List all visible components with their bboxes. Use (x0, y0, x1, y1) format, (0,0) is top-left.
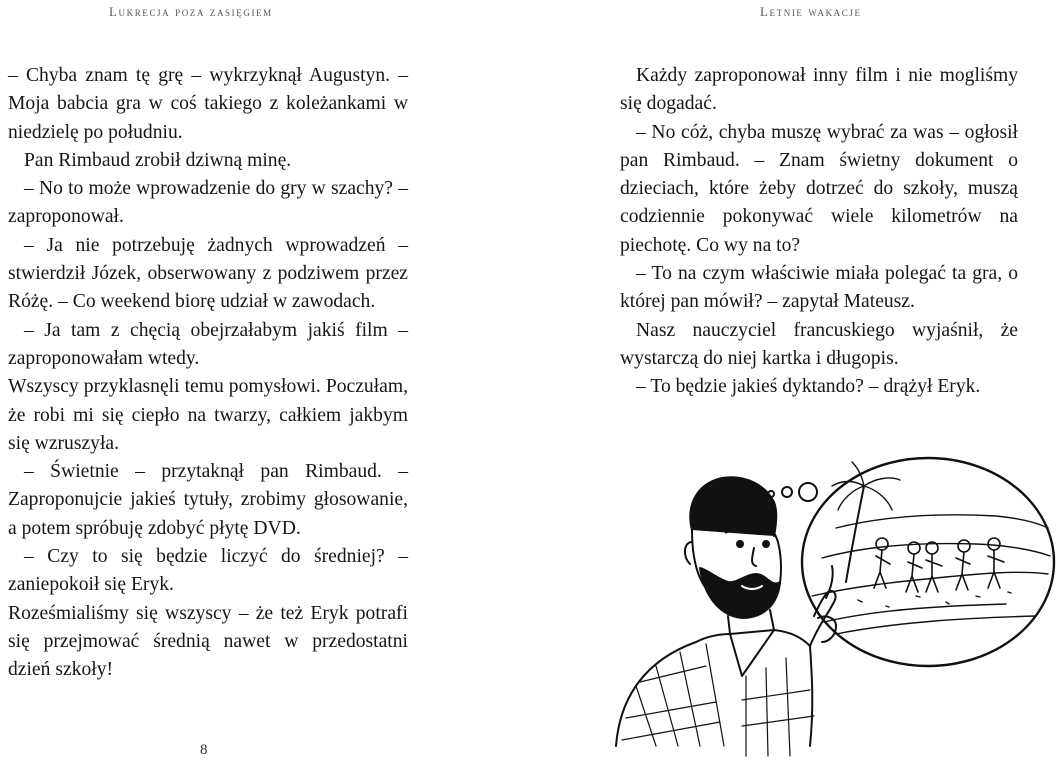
paragraph: Każdy zaproponował inny film i nie mogliśmy się dogadać. (620, 65, 1018, 115)
paragraph: – To będzie jakieś dyktando? – drążył Eryk. (636, 376, 981, 398)
paragraph: Wszyscy przyklasnęli temu pomysłowi. Poczułam, że robi mi się ciepło na twarzy, całkiem jakbym się wzruszyła. (8, 376, 408, 454)
right-page-text (620, 62, 1018, 402)
dream-scene (812, 462, 1050, 634)
paragraph: Roześmialiśmy się wszyscy – że też Eryk potrafi się przejmować średnią nawet w przedostatni dzień szkoły! (8, 602, 408, 681)
paragraph: – To na czym właściwie miała polegać ta gra, o której pan mówił? – zapytał Mateusz. (620, 263, 1018, 313)
teacher-figure (616, 477, 836, 756)
paragraph: – No to może wprowadzenie do gry w szachy? – zaproponował. (8, 178, 408, 228)
teacher-thinking-illustration (596, 446, 1056, 760)
page-number: 8 (200, 742, 208, 758)
paragraph: Pan Rimbaud zrobił dziwną minę. (24, 149, 292, 171)
thought-bubble (768, 458, 1054, 666)
paragraph: Nasz nauczyciel francuskiego wyjaśnił, że wystarczą do niej kartka i długopis. (620, 319, 1018, 369)
paragraph: – No cóż, chyba muszę wybrać za was – ogłosił pan Rimbaud. – Znam świetny dokument o dzieciach, które żeby dotrzeć do szkoły, muszą codziennie pokonywać wiele kilometrów na piechotę. Co wy na to? (620, 121, 1018, 256)
paragraph: – Świetnie – przytaknął pan Rimbaud. – Zaproponujcie jakieś tytuły, zrobimy głosowanie, a potem spróbuję zdobyć płytę DVD. (8, 461, 408, 539)
paragraph: – Chyba znam tę grę – wykrzyknął Augustyn. – Moja babcia gra w coś takiego z koleżankami w niedzielę po południu. (8, 65, 408, 143)
running-head-left: Lukrecja poza zasięgiem (109, 4, 273, 19)
paragraph: – Czy to się będzie liczyć do średniej? – zaniepokoił się Eryk. (8, 546, 408, 596)
running-head-right: Letnie wakacje (760, 4, 862, 19)
paragraph: – Ja nie potrzebuję żadnych wprowadzeń – stwierdził Józek, obserwowany z podziwem przez Różę. – Co weekend biorę udział w zawodach. (8, 234, 408, 313)
left-page-text (8, 62, 408, 685)
paragraph: – Ja tam z chęcią obejrzałabym jakiś film – zaproponowałam wtedy. (8, 319, 408, 369)
